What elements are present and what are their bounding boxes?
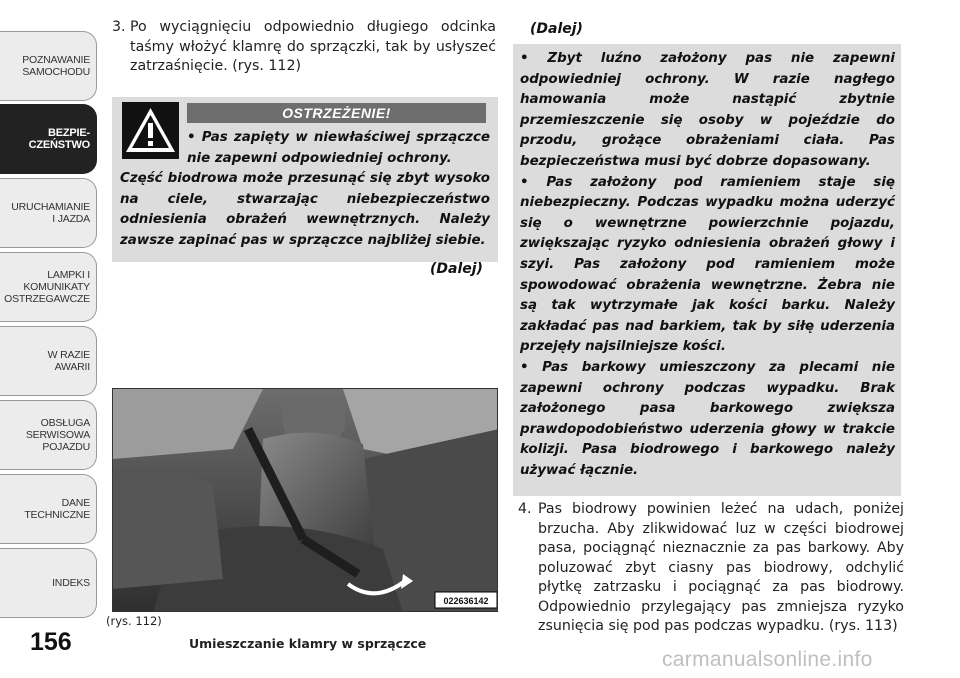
warning-title: OSTRZEŻENIE! — [187, 103, 486, 123]
warning-bullet: • Pas barkowy umieszczony za plecami nie zapewni ochrony podczas wypadku. Brak założonego pasa barkowego zwiększa prawdopodobieństwo uderzenia głowy w trakcie kolizji. Pasa biodrowego i barkowego należy używać łącznie. — [520, 359, 895, 478]
watermark: carmanualsonline.info — [662, 648, 873, 671]
tab-indeks[interactable] — [0, 548, 97, 618]
warning-text — [120, 128, 490, 251]
step-text: Pas biodrowy powinien leżeć na udach, poniżej brzucha. Aby zlikwidować luz w części biodrowej pasa, pociągnąć nieznacznie za pas barkowy. Aby poluzować zbyt ciasny pas biodrowy, odchylić płytkę zatrzasku i pociągnąć za pas biodrowy. Odpowiednio przylegający pas zmniejsza ryzyko zsunięcia się pod pas podczas wypadku. (rys. 113) — [538, 501, 904, 634]
warning-bullet: • Pas założony pod ramieniem staje się niebezpieczny. Podczas wypadku można uderzyć się o wewnętrzne powierzchnie pojazdu, zwiększając ryzyko odniesienia obrażeń głowy i szyi. Pas założony pod ramieniem może spowodować obrażenia wewnętrzne. Żebra nie są tak wytrzymałe jak kości barku. Należy zakładać pas nad barkiem, tak by siłę uderzenia przejęły najsilniejsze kości. — [520, 174, 895, 355]
tab-label: W RAZIE AWARII — [47, 349, 90, 373]
tab-w-razie-awarii[interactable] — [0, 326, 97, 396]
tab-label: BEZPIE- CZEŃSTWO — [28, 127, 90, 151]
tab-poznawanie-samochodu[interactable] — [0, 31, 97, 101]
tab-label: POZNAWANIE SAMOCHODU — [22, 54, 90, 78]
step-text: Po wyciągnięciu odpowiednio długiego odcinka taśmy włożyć klamrę do sprzączki, tak by usłyszeć zatrzaśnięcie. (rys. 112) — [130, 19, 496, 74]
figure-code: 022636142 — [443, 596, 489, 606]
tab-label: DANE TECHNICZNE — [24, 497, 90, 521]
tab-obsluga-serwisowa[interactable] — [0, 400, 97, 470]
chapter-sidebar — [0, 0, 100, 640]
continued-label: (Dalej) — [530, 21, 583, 37]
figure-caption: Umieszczanie klamry w sprzączce — [189, 636, 427, 651]
tab-label: URUCHAMIANIE I JAZDA — [11, 201, 90, 225]
page-number: 156 — [30, 628, 72, 656]
warning-first-bullet: • Pas zapięty w niewłaściwej sprzączce nie zapewni odpowiedniej ochrony. — [187, 130, 490, 166]
warning-continuation-text — [520, 49, 895, 481]
tab-label: OBSŁUGA SERWISOWA POJAZDU — [25, 417, 90, 453]
warning-bullet: • Zbyt luźno założony pas nie zapewni odpowiedniej ochrony. W razie nagłego hamowania może nastąpić zbytnie przemieszczenie się osoby w pojeździe do przodu, grożące obrażeniami ciała. Pas bezpieczeństwa musi być dobrze dopasowany. — [520, 51, 895, 169]
warning-continuation: Część biodrowa może przesunąć się zbyt wysoko na ciele, stwarzając niebezpieczeństwo odniesienia obrażeń wewnętrznych. Należy zawsze zapinać pas w sprzączce najbliżej siebie. — [120, 171, 490, 248]
step-number: 4. — [518, 501, 532, 517]
tab-dane-techniczne[interactable] — [0, 474, 97, 544]
step-4 — [518, 500, 904, 637]
seat-belt-buckle-illustration — [112, 388, 498, 612]
tab-bezpieczenstwo[interactable] — [0, 104, 97, 174]
step-3 — [112, 18, 496, 77]
continued-label: (Dalej) — [430, 261, 483, 277]
tab-lampki-i-komunikaty[interactable] — [0, 252, 97, 322]
figure-label: (rys. 112) — [106, 614, 162, 628]
step-number: 3. — [112, 19, 126, 35]
tab-label: LAMPKI I KOMUNIKATY OSTRZEGAWCZE — [4, 269, 90, 305]
tab-label: INDEKS — [52, 577, 90, 589]
tab-uruchamianie-i-jazda[interactable] — [0, 178, 97, 248]
